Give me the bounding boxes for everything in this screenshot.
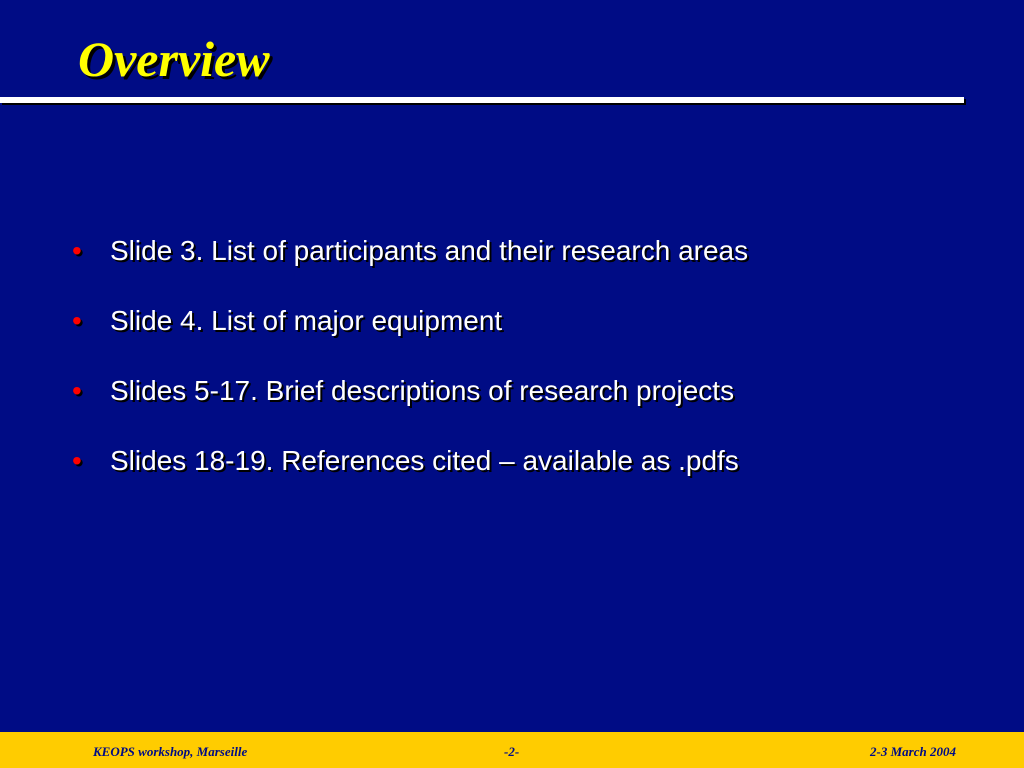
bullet-text: Slides 18-19. References cited – available as .pdfs <box>110 445 739 476</box>
bullet-list <box>72 232 972 512</box>
footer-event: KEOPS workshop, Marseille <box>93 744 248 759</box>
title-divider <box>0 97 964 103</box>
bullet-marker: • <box>72 235 82 266</box>
footer-bar <box>0 732 1024 768</box>
bullet-text: Slides 5-17. Brief descriptions of research projects <box>110 375 735 406</box>
bullet-item <box>72 302 972 372</box>
bullet-item <box>72 442 972 512</box>
bullet-item <box>72 372 972 442</box>
slide-title: Overview <box>78 31 270 87</box>
bullet-text: Slide 3. List of participants and their research areas <box>110 235 749 266</box>
bullet-marker: • <box>72 375 82 406</box>
bullet-item <box>72 232 972 302</box>
footer-page-number: -2- <box>504 744 520 759</box>
bullet-marker: • <box>72 305 82 336</box>
bullet-text: Slide 4. List of major equipment <box>110 305 503 336</box>
footer-date: 2-3 March 2004 <box>870 744 956 759</box>
bullet-marker: • <box>72 445 82 476</box>
